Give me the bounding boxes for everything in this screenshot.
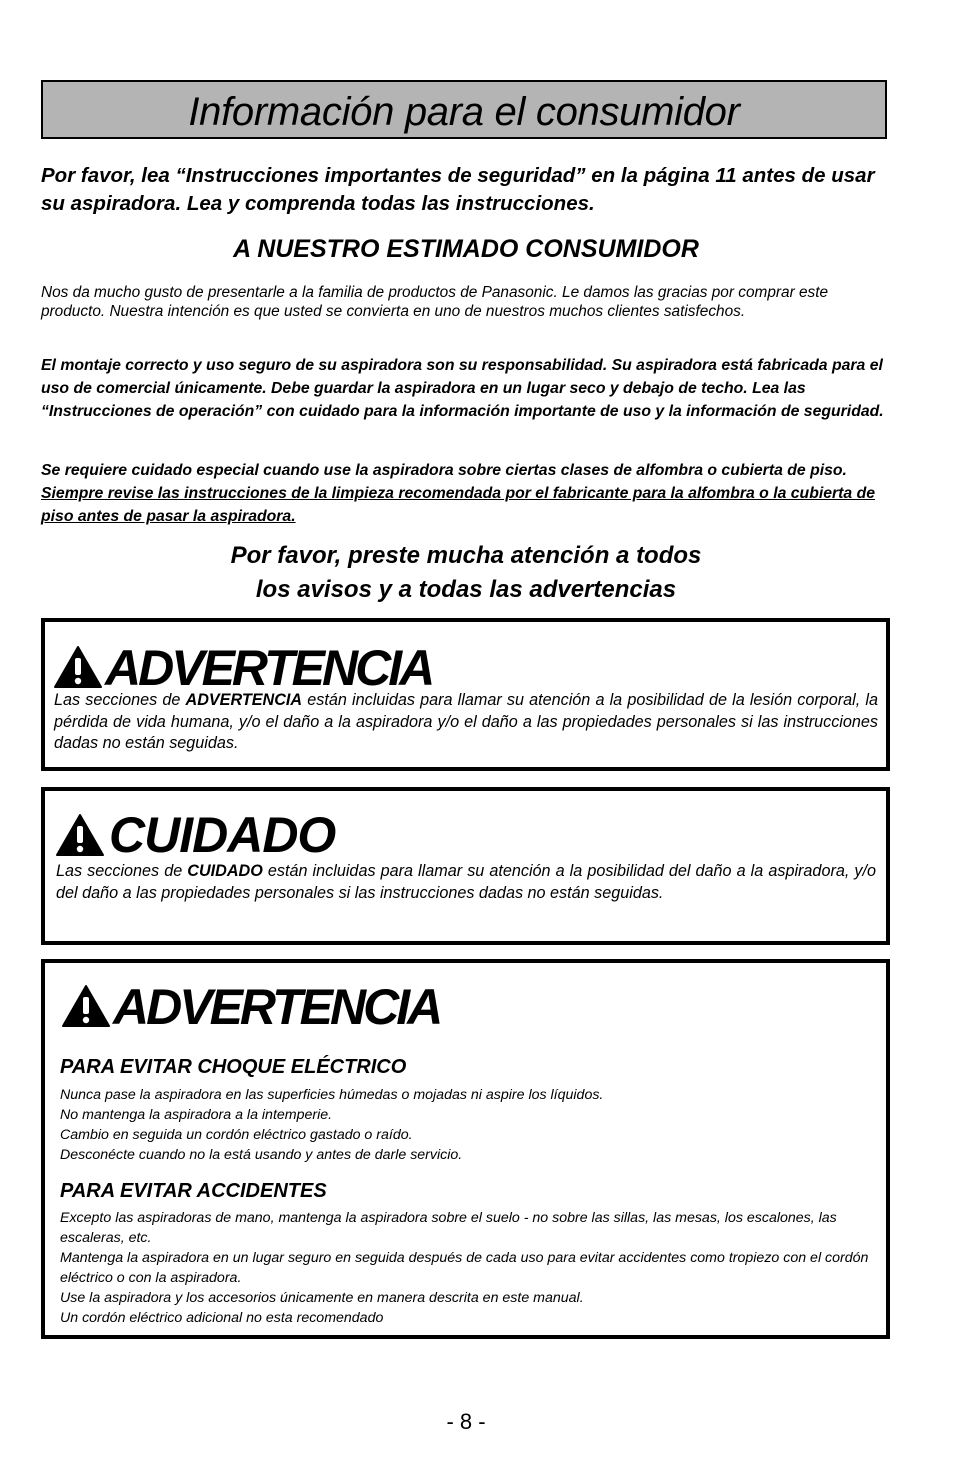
care-underlined-text: Siempre revise las instrucciones de la limpieza recomendada por el fabricante para la alfombra o la cubierta de piso antes de pasar la aspiradora. xyxy=(41,485,876,525)
caution-text xyxy=(56,861,876,904)
welcome-paragraph: Nos da mucho gusto de presentarle a la familia de productos de Panasonic. Le damos las gracias por comprar este producto. Nuestra intención es que usted se convierta en uno de nuestros muchos clientes satisfechos. xyxy=(41,284,829,320)
caution-keyword: CUIDADO xyxy=(187,862,263,880)
list-item: Desconécte cuando no la está usando y antes de darle servicio. xyxy=(60,1147,463,1163)
warning-text-end: están incluidas para llamar su atención a la posibilidad de la lesión corporal, la pérdida de vida humana, y/o el daño a la aspiradora y/o el daño a las propiedades personales si las instrucciones dadas no están seguidas. xyxy=(54,691,878,752)
section-heading: A NUESTRO ESTIMADO CONSUMIDOR xyxy=(233,235,699,263)
warning-box xyxy=(41,618,890,771)
responsibility-paragraph: El montaje correcto y uso seguro de su aspiradora son su responsabilidad. Su aspiradora está fabricada para el uso de comercial únicamente. Debe guardar la aspiradora en un lugar seco y debajo de techo. Lea las “Instrucciones de operación” con cuidado para la información importante de uso y la información de seguridad. xyxy=(41,357,884,420)
list-item: Cambio en seguida un cordón eléctrico gastado o raído. xyxy=(60,1127,413,1143)
safety-warning-box xyxy=(41,959,890,1339)
list-item: Mantenga la aspiradora en un lugar seguro en seguida después de cada uso para evitar accidentes como tropiezo con el cordón eléctrico o con la aspiradora. xyxy=(60,1250,869,1286)
caution-box xyxy=(41,787,890,945)
page-number: - 8 - xyxy=(446,1409,486,1434)
caution-signal-word: CUIDADO xyxy=(109,807,336,863)
warning-triangle-icon xyxy=(53,645,103,689)
caution-text-start: Las secciones de xyxy=(56,862,188,880)
attention-heading xyxy=(0,539,932,607)
warning-signal-word: ADVERTENCIA xyxy=(105,640,433,696)
list-item: Excepto las aspiradoras de mano, mantenga la aspiradora sobre el suelo - no sobre las sillas, las mesas, los escalones, las escaleras, etc. xyxy=(60,1210,837,1246)
list-item: No mantenga la aspiradora a la intemperie. xyxy=(60,1107,333,1123)
warning-triangle-icon xyxy=(55,813,105,857)
care-paragraph xyxy=(41,459,901,528)
list-item: Use la aspiradora y los accesorios únicamente en manera descrita en este manual. xyxy=(60,1290,584,1306)
list-item: Un cordón eléctrico adicional no esta recomendado xyxy=(60,1310,384,1326)
warning-triangle-icon xyxy=(61,984,111,1028)
accidents-list xyxy=(60,1208,870,1328)
header-banner xyxy=(41,80,887,139)
care-lead-text: Se requiere cuidado especial cuando use la aspiradora sobre ciertas clases de alfombra o cubierta de piso. xyxy=(41,462,847,479)
page-title: Información para el consumidor xyxy=(188,90,740,134)
warning-keyword: ADVERTENCIA xyxy=(185,691,303,709)
accidents-heading: PARA EVITAR ACCIDENTES xyxy=(60,1180,327,1202)
safety-signal-word: ADVERTENCIA xyxy=(113,979,441,1035)
warning-text-start: Las secciones de xyxy=(54,691,186,709)
list-item: Nunca pase la aspiradora en las superficies húmedas o mojadas ni aspire los líquidos. xyxy=(60,1087,604,1103)
attention-line-2: los avisos y a todas las advertencias xyxy=(255,576,677,603)
attention-line-1: Por favor, preste mucha atención a todos xyxy=(230,542,702,569)
warning-text xyxy=(54,690,878,755)
electric-shock-list xyxy=(60,1085,880,1165)
electric-shock-heading: PARA EVITAR CHOQUE ELÉCTRICO xyxy=(60,1056,407,1078)
intro-notice: Por favor, lea “Instrucciones importantes de seguridad” en la página 11 antes de usar su aspiradora. Lea y comprenda todas las instrucciones. xyxy=(41,164,875,215)
caution-text-end: están incluidas para llamar su atención a la posibilidad del daño a la aspiradora, y/o del daño a las propiedades personales si las instrucciones dadas no están seguidas. xyxy=(56,862,876,902)
